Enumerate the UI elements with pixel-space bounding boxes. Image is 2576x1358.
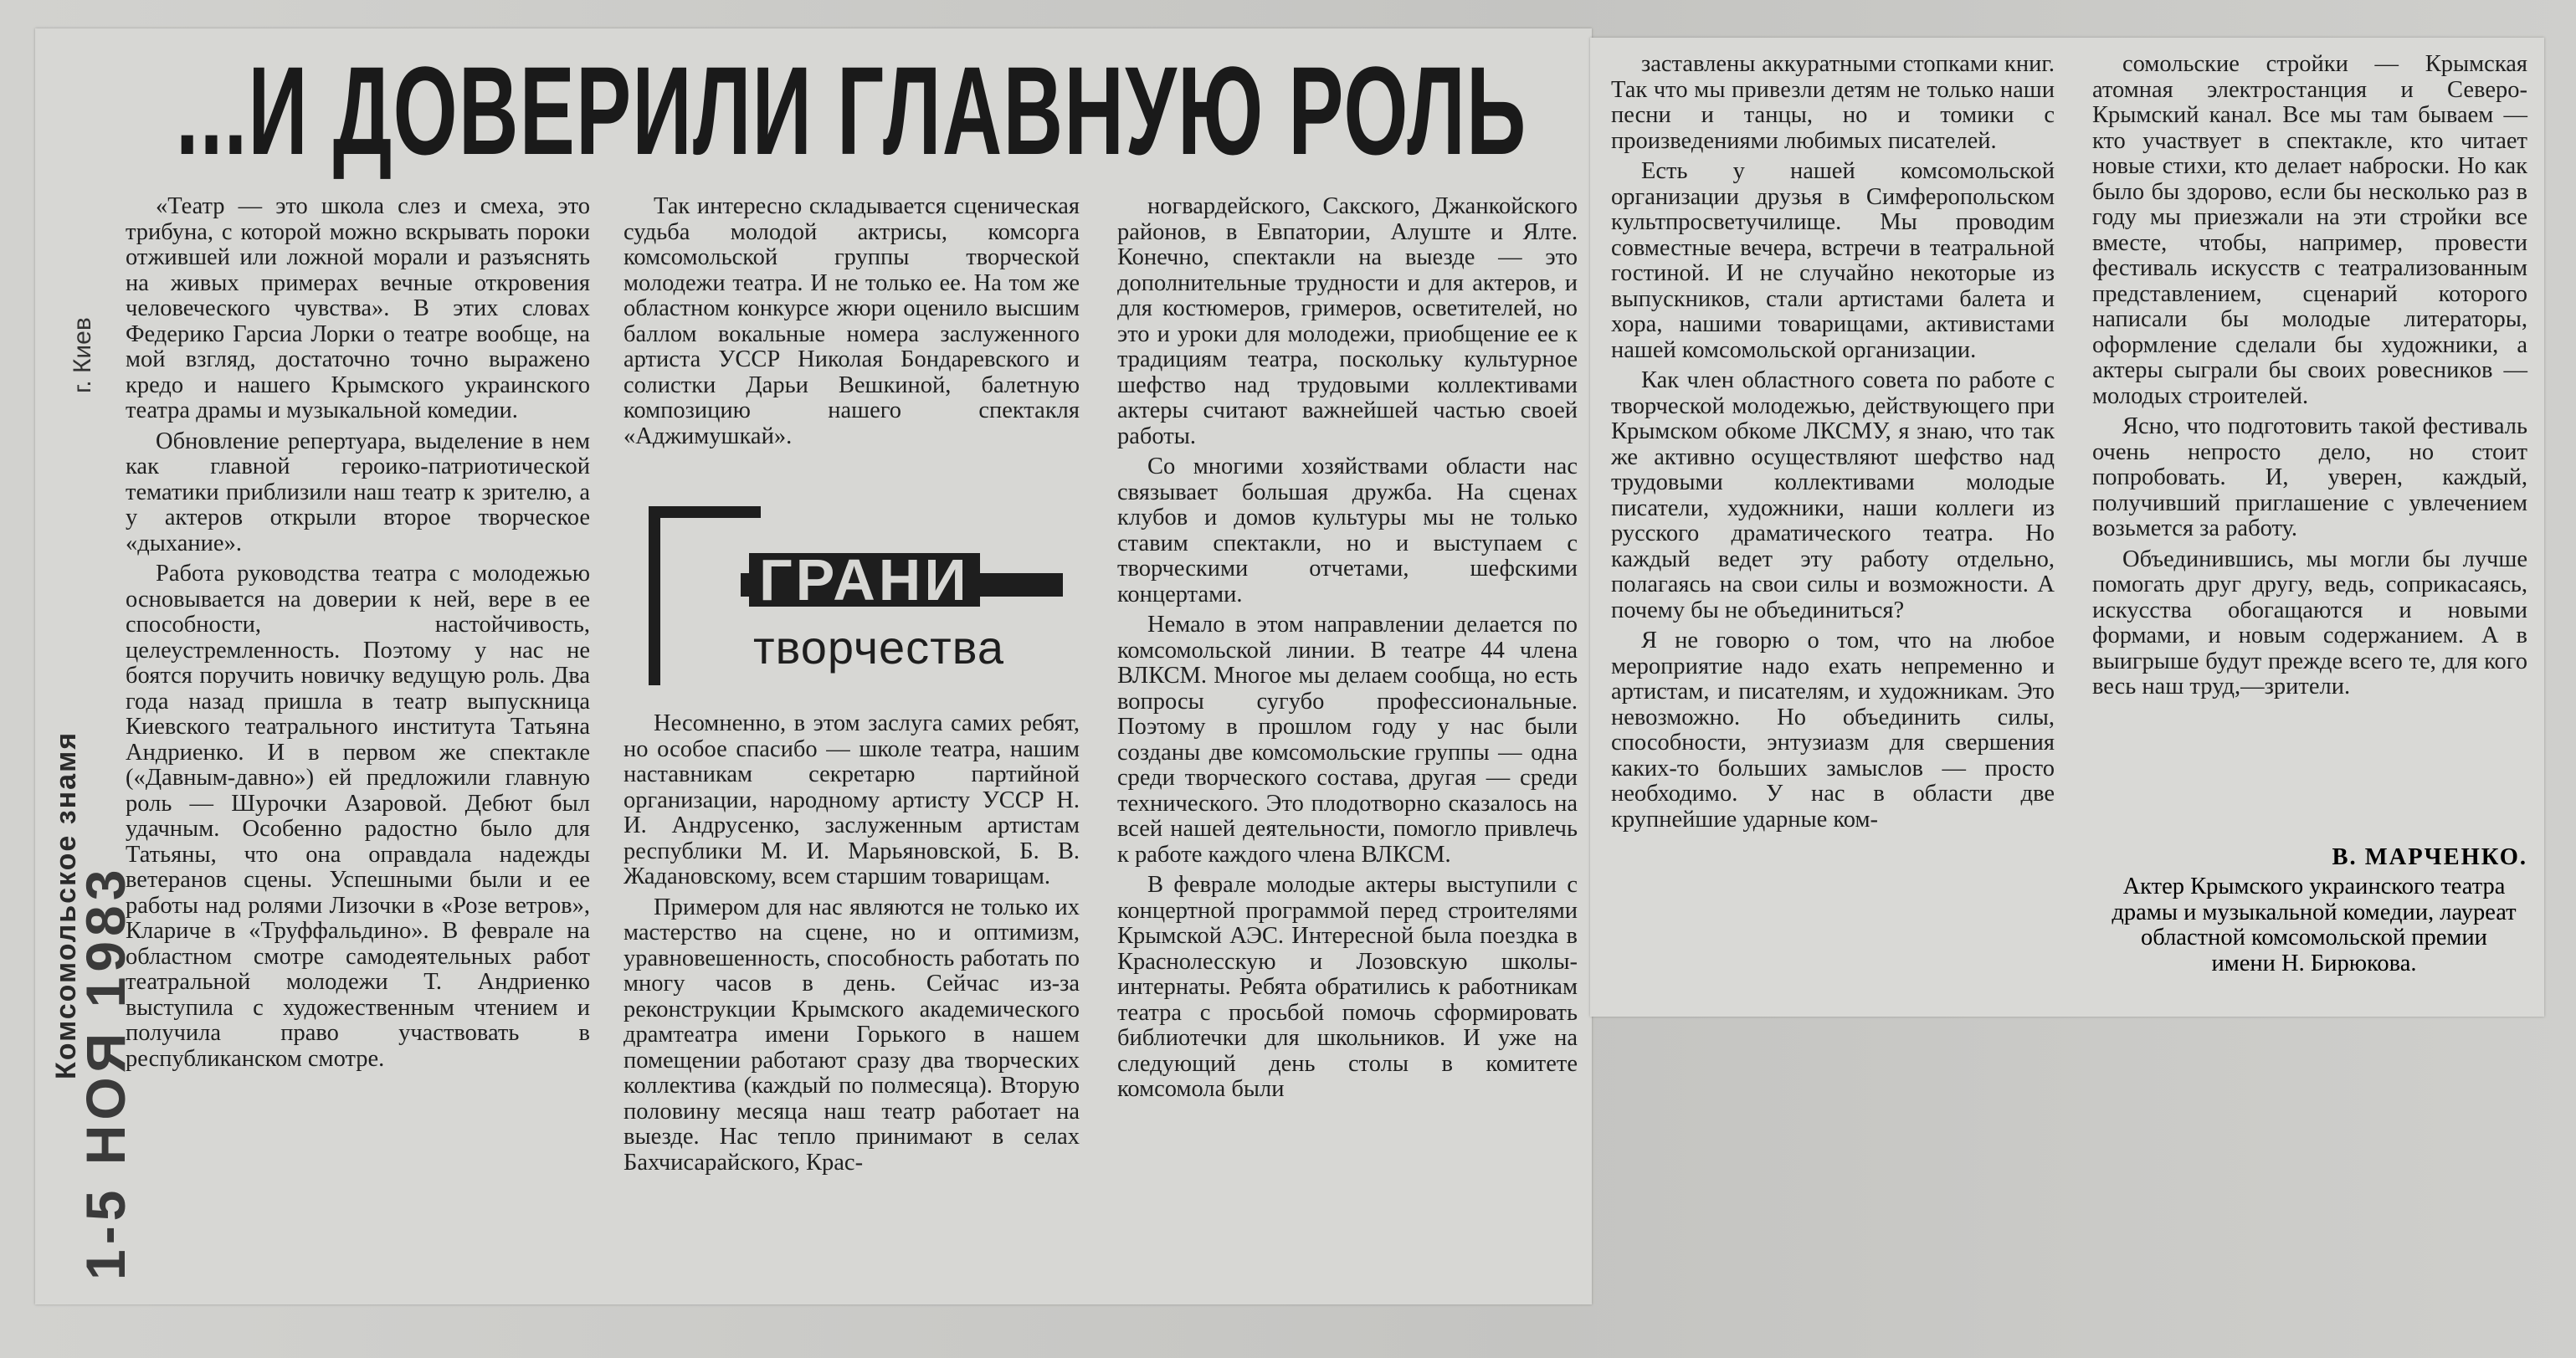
paragraph: Как член областного совета по работе с творческой молодежью, действующего при Крымском обкоме ЛКСМУ, я знаю, что так же активно осуществляют шефство над трудовыми коллективами молодые писатели, художники, наши коллеги из русского драматического театра. Но каждый ведет эту работу отдельно, полагаясь на свои силы и возможности. А почему бы не объединиться? [1611,367,2055,623]
article-column-1 [126,194,590,1299]
paragraph: Ясно, что подготовить такой фестиваль очень непросто дело, но стоит попробовать. И, уверен, каждый, получивший приглашение с увлечением возьмется за работу. [2092,413,2527,541]
article-column-2b [623,711,1080,1297]
paragraph: Работа руководства театра с молодежью основывается на доверии к ней, вере в ее способности, настойчивость, целеустремленность. Поэтому у нас не боятся поручить новичку ведущую роль. Два года назад пришла в театр выпускница Киевского театрального института Татьяна Андриенко. И в первом же спектакле («Давным-давно») ей предложили главную роль — Шурочки Азаровой. Дебют был удачным. Особенно радостно было для Татьяны, что она оправдала надежды ветеранов сцены. Успешными были и ее работы над ролями Лизочки в «Розе ветров», Кларичe в «Труффальдино». В феврале на областном смотре самодеятельных работ театральной молодежи Т. Андриенко выступила с художественным чтением и получила право участвовать в республиканском смотре. [126,561,590,1072]
article-headline: ...И ДОВЕРИЛИ ГЛАВНУЮ РОЛЬ [176,40,1527,181]
paragraph: сомольские стройки — Крымская атомная электростанция и Северо-Крымский канал. Все мы там бываем — кто участвует в спектакле, кто читает новые стихи, кто делает наброски. Но как было бы здорово, если бы несколько раз в году мы приезжали на эти стройки все вместе, чтобы, например, провести фестиваль искусств с театрализованным представлением, сценарий которого написали бы молодые литераторы, оформление сделали бы художники, а актеры сыграли бы своих ровесников — молодых строителей. [2092,51,2527,409]
paragraph: Со многими хозяйствами области нас связывает большая дружба. На сценах клубов и домов культуры мы не только ставим спектакли, но и выступаем с творческими отчетами, шефскими концертами. [1117,454,1578,607]
stamp-city: г. Киев [69,317,96,393]
paragraph: ногвардейского, Сакского, Джанкойского районов, в Евпатории, Алуште и Ялте. Конечно, спектакли на выезде — это дополнительные трудности и для актеров, и для костюмеров, гримеров, осветителей, но это и уроки для молодежи, приобщение ее к традициям театра, поскольку культурное шефство над трудовыми коллективами актеры считают важнейшей частью своей работы. [1117,193,1578,449]
article-column-4 [1611,52,2055,1006]
rubric-word-2: творчества [753,621,1005,674]
article-column-5 [2092,52,2527,830]
paragraph: Обновление репертуара, выделение в нем как главной героико-патриотической тематики приблизили наш театр к зрителю, а у актеров открыли второе творческое «дыхание». [126,428,590,556]
paragraph: заставлены аккуратными стопками книг. Так что мы привезли детям не только наши песни и танцы, но и томики с произведениями любимых писателей. [1611,51,2055,154]
rubric-word-1: ГРАНИ [749,553,980,607]
article-column-3 [1117,194,1578,1299]
author-signature: В. МАРЧЕНКО. [2332,844,2527,870]
paragraph: Немало в этом направлении делается по комсомольской линии. В театре 44 члена ВЛКСМ. Многое мы делаем сообща, но есть вопросы сугубо профессиональные. Поэтому в прошлом году у нас были созданы две комсомольские группы — одна среди творческого состава, другая — среди технического. Это плодотворно сказалось на всей нашей деятельности, помогло привлечь к работе каждого члена ВЛКСМ. [1117,612,1578,868]
paragraph: В феврале молодые актеры выступили с концертной программой перед строителями Крымской АЭС. Интересной была поездка в Краснолесскую и Лозовскую школы-интернаты. Ребята обратились к работникам театра с просьбой помочь сформировать библиотечки для школьников. И уже на следующий день столы в комитете комсомола были [1117,872,1578,1102]
stamp-publication: Комсомольское знамя [50,730,82,1079]
stamp-date: 1-5 НОЯ 1983 [74,864,136,1280]
section-rubric [649,506,1067,682]
paragraph: Есть у нашей комсомольской организации друзья в Симферопольском культпросветучилище. Мы проводим совместные вечера, встречи в театральной гостиной. И не случайно некоторые из выпускников, стали артистами балета и хора, нашими товарищами, активистами нашей комсомольской организации. [1611,158,2055,363]
paragraph: Несомненно, в этом заслуга самих ребят, но особое спасибо — школе театра, нашим наставникам секретарю партийной организации, народному артисту УССР Н. И. Андрусенко, заслуженным артистам республики М. И. Марьяновской, Б. В. Жадановскому, всем старшим товарищам. [623,710,1080,889]
paragraph: Я не говорю о том, что на любое мероприятие надо ехать непременно и артистам, и писателям, и художникам. Это невозможно. Но объединить силы, способности, энтузиазм для свершения каких-то больших замыслов — просто необходимо. У нас в области две крупнейшие ударные ком- [1611,628,2055,833]
paragraph: Объединившись, мы могли бы лучше помогать друг другу, ведь, соприкасаясь, искусства обогащаются и новыми формами, и новым содержанием. А в выигрыше будут прежде всего те, для кого весь наш труд,—зрители. [2092,546,2527,699]
paragraph: Так интересно складывается сценическая судьба молодой актрисы, комсорга комсомольской группы творческой молодежи театра. И не только ее. На том же областном конкурсе жюри оценило высшим баллом вокальные номера заслуженного артиста УССР Николая Бондаревского и солистки Дарьи Вешкиной, балетную композицию нашего спектакля «Аджимушкай». [623,193,1080,449]
paragraph: Примером для нас являются не только их мастерство на сцене, но и оптимизм, уравновешенность, способность работать по многу часов в день. Сейчас из-за реконструкции Крымского академического драмтеатра имени Горького в нашем помещении работают сразу два творческих коллектива (каждый по полмесяца). Вторую половину месяца наш театр работает на выезде. Нас тепло принимают в селах Бахчисарайского, Крас- [623,894,1080,1176]
paragraph: «Театр — это школа слез и смеха, это трибуна, с которой можно вскрывать пороки отжившей или ложной морали и разъяснять на живых примерах вечные откровения человеческого чувства». В этих словах Федерико Гарсиа Лорки о театре вообще, на мой взгляд, достаточно точно выражено кредо и нашего Крымского украинского театра драмы и музыкальной комедии. [126,193,590,423]
article-column-2a [623,194,1080,495]
author-credentials: Актер Крымского украинского театра драмы и музыкальной комедии, лауреат областной комсомольской премии имени Н. Бирюкова. [2112,874,2517,976]
